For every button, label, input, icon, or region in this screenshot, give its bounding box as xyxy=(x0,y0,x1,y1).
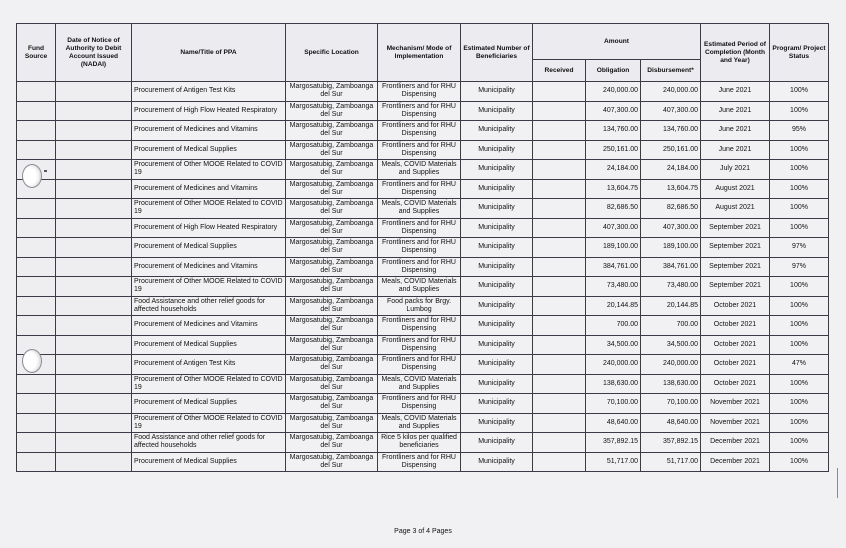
cell-location: Margosatubig, Zamboanga del Sur xyxy=(286,199,378,219)
cell-mechanism: Frontliners and for RHU Dispensing xyxy=(378,335,461,355)
cell-mechanism: Meals, COVID Materials and Supplies xyxy=(378,374,461,394)
cell-nadai xyxy=(56,199,132,219)
header-status: Program/ Project Status xyxy=(770,24,829,82)
cell-beneficiaries: Municipality xyxy=(461,335,533,355)
cell-period: October 2021 xyxy=(701,335,770,355)
cell-nadai xyxy=(56,355,132,375)
cell-obligation: 34,500.00 xyxy=(586,335,641,355)
cell-fund-source xyxy=(17,121,56,141)
cell-obligation: 51,717.00 xyxy=(586,452,641,472)
table-row xyxy=(17,433,829,453)
margin-mark xyxy=(44,170,47,172)
cell-ppa: Procurement of Antigen Test Kits xyxy=(132,355,286,375)
cell-fund-source xyxy=(17,82,56,102)
table-row xyxy=(17,355,829,375)
cell-fund-source xyxy=(17,374,56,394)
cell-ppa: Food Assistance and other relief goods for affected households xyxy=(132,433,286,453)
cell-fund-source xyxy=(17,316,56,336)
cell-location: Margosatubig, Zamboanga del Sur xyxy=(286,335,378,355)
table-body xyxy=(17,82,829,472)
cell-fund-source xyxy=(17,413,56,433)
cell-beneficiaries: Municipality xyxy=(461,82,533,102)
cell-period: December 2021 xyxy=(701,433,770,453)
cell-received xyxy=(533,160,586,180)
cell-received xyxy=(533,374,586,394)
page-footer xyxy=(0,528,846,535)
cell-status: 97% xyxy=(770,238,829,258)
cell-location: Margosatubig, Zamboanga del Sur xyxy=(286,452,378,472)
cell-mechanism: Food packs for Brgy. Lumbog xyxy=(378,296,461,316)
cell-ppa: Procurement of Medical Supplies xyxy=(132,238,286,258)
cell-period: August 2021 xyxy=(701,179,770,199)
header-period: Estimated Period of Completion (Month and Year) xyxy=(701,24,770,82)
cell-ppa: Procurement of Other MOOE Related to COVID 19 xyxy=(132,160,286,180)
cell-obligation: 700.00 xyxy=(586,316,641,336)
cell-received xyxy=(533,296,586,316)
cell-beneficiaries: Municipality xyxy=(461,296,533,316)
cell-period: October 2021 xyxy=(701,355,770,375)
cell-nadai xyxy=(56,218,132,238)
cell-received xyxy=(533,179,586,199)
cell-mechanism: Frontliners and for RHU Dispensing xyxy=(378,238,461,258)
cell-beneficiaries: Municipality xyxy=(461,277,533,297)
cell-ppa: Procurement of Antigen Test Kits xyxy=(132,82,286,102)
cell-ppa: Procurement of Other MOOE Related to COVID 19 xyxy=(132,374,286,394)
cell-fund-source xyxy=(17,140,56,160)
cell-status: 100% xyxy=(770,335,829,355)
cell-disbursement: 134,760.00 xyxy=(641,121,701,141)
cell-period: June 2021 xyxy=(701,82,770,102)
table-row xyxy=(17,296,829,316)
cell-status: 95% xyxy=(770,121,829,141)
cell-location: Margosatubig, Zamboanga del Sur xyxy=(286,296,378,316)
cell-location: Margosatubig, Zamboanga del Sur xyxy=(286,179,378,199)
cell-period: June 2021 xyxy=(701,121,770,141)
cell-status: 100% xyxy=(770,218,829,238)
cell-status: 100% xyxy=(770,179,829,199)
cell-fund-source xyxy=(17,433,56,453)
cell-period: October 2021 xyxy=(701,316,770,336)
header-nadai: Date of Notice of Authority to Debit Account Issued (NADAI) xyxy=(56,24,132,82)
cell-mechanism: Frontliners and for RHU Dispensing xyxy=(378,121,461,141)
ppa-table xyxy=(16,23,829,472)
table-row xyxy=(17,121,829,141)
cell-nadai xyxy=(56,433,132,453)
cell-mechanism: Frontliners and for RHU Dispensing xyxy=(378,452,461,472)
cell-obligation: 250,161.00 xyxy=(586,140,641,160)
cell-beneficiaries: Municipality xyxy=(461,179,533,199)
cell-period: October 2021 xyxy=(701,296,770,316)
cell-received xyxy=(533,140,586,160)
cell-beneficiaries: Municipality xyxy=(461,160,533,180)
cell-ppa: Procurement of Medicines and Vitamins xyxy=(132,257,286,277)
cell-fund-source xyxy=(17,277,56,297)
cell-received xyxy=(533,121,586,141)
cell-obligation: 384,761.00 xyxy=(586,257,641,277)
cell-beneficiaries: Municipality xyxy=(461,121,533,141)
cell-disbursement: 48,640.00 xyxy=(641,413,701,433)
cell-beneficiaries: Municipality xyxy=(461,452,533,472)
cell-obligation: 73,480.00 xyxy=(586,277,641,297)
cell-period: October 2021 xyxy=(701,374,770,394)
cell-received xyxy=(533,257,586,277)
cell-ppa: Procurement of Medicines and Vitamins xyxy=(132,121,286,141)
cell-obligation: 407,300.00 xyxy=(586,218,641,238)
cell-beneficiaries: Municipality xyxy=(461,394,533,414)
cell-obligation: 240,000.00 xyxy=(586,355,641,375)
cell-obligation: 48,640.00 xyxy=(586,413,641,433)
cell-fund-source xyxy=(17,101,56,121)
cell-ppa: Procurement of Medical Supplies xyxy=(132,140,286,160)
cell-ppa: Procurement of Medical Supplies xyxy=(132,394,286,414)
header-location: Specific Location xyxy=(286,24,378,82)
cell-location: Margosatubig, Zamboanga del Sur xyxy=(286,101,378,121)
page-current: 3 xyxy=(412,528,417,535)
table-row xyxy=(17,316,829,336)
cell-status: 100% xyxy=(770,374,829,394)
punch-hole-top xyxy=(22,164,42,188)
cell-period: June 2021 xyxy=(701,140,770,160)
cell-ppa: Procurement of High Flow Heated Respiratory xyxy=(132,218,286,238)
cell-status: 47% xyxy=(770,355,829,375)
cell-received xyxy=(533,82,586,102)
cell-obligation: 189,100.00 xyxy=(586,238,641,258)
cell-period: November 2021 xyxy=(701,394,770,414)
cell-nadai xyxy=(56,179,132,199)
header-received: Received xyxy=(533,60,586,82)
cell-status: 100% xyxy=(770,160,829,180)
cell-location: Margosatubig, Zamboanga del Sur xyxy=(286,433,378,453)
cell-received xyxy=(533,335,586,355)
table-row xyxy=(17,82,829,102)
header-disbursement: Disbursement* xyxy=(641,60,701,82)
cell-ppa: Procurement of High Flow Heated Respiratory xyxy=(132,101,286,121)
cell-fund-source xyxy=(17,238,56,258)
cell-location: Margosatubig, Zamboanga del Sur xyxy=(286,218,378,238)
cell-location: Margosatubig, Zamboanga del Sur xyxy=(286,140,378,160)
cell-received xyxy=(533,316,586,336)
cell-beneficiaries: Municipality xyxy=(461,374,533,394)
cell-nadai xyxy=(56,257,132,277)
table-row xyxy=(17,179,829,199)
cell-mechanism: Frontliners and for RHU Dispensing xyxy=(378,179,461,199)
table-row xyxy=(17,238,829,258)
cell-nadai xyxy=(56,452,132,472)
cell-location: Margosatubig, Zamboanga del Sur xyxy=(286,82,378,102)
header-amount: Amount xyxy=(533,24,701,60)
cell-status: 100% xyxy=(770,413,829,433)
cell-obligation: 20,144.85 xyxy=(586,296,641,316)
cell-disbursement: 357,892.15 xyxy=(641,433,701,453)
cell-fund-source xyxy=(17,296,56,316)
cell-mechanism: Frontliners and for RHU Dispensing xyxy=(378,257,461,277)
cell-location: Margosatubig, Zamboanga del Sur xyxy=(286,413,378,433)
cell-nadai xyxy=(56,374,132,394)
cell-beneficiaries: Municipality xyxy=(461,238,533,258)
cell-mechanism: Meals, COVID Materials and Supplies xyxy=(378,160,461,180)
cell-mechanism: Meals, COVID Materials and Supplies xyxy=(378,277,461,297)
cell-disbursement: 240,000.00 xyxy=(641,82,701,102)
cell-disbursement: 138,630.00 xyxy=(641,374,701,394)
cell-beneficiaries: Municipality xyxy=(461,140,533,160)
cell-beneficiaries: Municipality xyxy=(461,257,533,277)
header-fund-source: Fund Source xyxy=(17,24,56,82)
page-of: of xyxy=(418,528,425,535)
cell-beneficiaries: Municipality xyxy=(461,101,533,121)
page-label: Page xyxy=(394,528,411,535)
cell-nadai xyxy=(56,335,132,355)
cell-fund-source xyxy=(17,199,56,219)
table-row xyxy=(17,394,829,414)
header-obligation: Obligation xyxy=(586,60,641,82)
cell-ppa: Food Assistance and other relief goods for affected households xyxy=(132,296,286,316)
cell-received xyxy=(533,199,586,219)
cell-mechanism: Rice 5 kilos per qualified beneficiaries xyxy=(378,433,461,453)
cell-beneficiaries: Municipality xyxy=(461,433,533,453)
cell-nadai xyxy=(56,413,132,433)
cell-period: November 2021 xyxy=(701,413,770,433)
cell-beneficiaries: Municipality xyxy=(461,199,533,219)
cell-received xyxy=(533,413,586,433)
cell-status: 100% xyxy=(770,101,829,121)
cell-mechanism: Meals, COVID Materials and Supplies xyxy=(378,199,461,219)
cell-status: 100% xyxy=(770,394,829,414)
cell-disbursement: 240,000.00 xyxy=(641,355,701,375)
cell-disbursement: 189,100.00 xyxy=(641,238,701,258)
cell-received xyxy=(533,101,586,121)
cell-status: 100% xyxy=(770,82,829,102)
cell-period: September 2021 xyxy=(701,257,770,277)
table-row xyxy=(17,140,829,160)
cell-disbursement: 20,144.85 xyxy=(641,296,701,316)
cell-period: August 2021 xyxy=(701,199,770,219)
header-ppa: Name/Title of PPA xyxy=(132,24,286,82)
cell-obligation: 138,630.00 xyxy=(586,374,641,394)
cell-disbursement: 407,300.00 xyxy=(641,101,701,121)
cell-beneficiaries: Municipality xyxy=(461,218,533,238)
cell-mechanism: Frontliners and for RHU Dispensing xyxy=(378,82,461,102)
cell-location: Margosatubig, Zamboanga del Sur xyxy=(286,316,378,336)
cell-disbursement: 34,500.00 xyxy=(641,335,701,355)
cell-status: 100% xyxy=(770,277,829,297)
cell-ppa: Procurement of Other MOOE Related to COVID 19 xyxy=(132,199,286,219)
cell-location: Margosatubig, Zamboanga del Sur xyxy=(286,394,378,414)
cell-mechanism: Frontliners and for RHU Dispensing xyxy=(378,316,461,336)
cell-period: July 2021 xyxy=(701,160,770,180)
cell-received xyxy=(533,433,586,453)
cell-disbursement: 250,161.00 xyxy=(641,140,701,160)
cell-fund-source xyxy=(17,452,56,472)
cell-disbursement: 24,184.00 xyxy=(641,160,701,180)
cell-period: September 2021 xyxy=(701,218,770,238)
cell-location: Margosatubig, Zamboanga del Sur xyxy=(286,238,378,258)
cell-nadai xyxy=(56,82,132,102)
cell-nadai xyxy=(56,140,132,160)
cell-mechanism: Frontliners and for RHU Dispensing xyxy=(378,355,461,375)
cell-period: June 2021 xyxy=(701,101,770,121)
cell-status: 100% xyxy=(770,140,829,160)
table-row xyxy=(17,160,829,180)
header-mechanism: Mechanism/ Mode of Implementation xyxy=(378,24,461,82)
cell-ppa: Procurement of Medical Supplies xyxy=(132,335,286,355)
page-edge-mark xyxy=(837,468,838,498)
cell-ppa: Procurement of Medicines and Vitamins xyxy=(132,179,286,199)
cell-obligation: 70,100.00 xyxy=(586,394,641,414)
page-total: 4 Pages xyxy=(426,528,452,535)
cell-disbursement: 51,717.00 xyxy=(641,452,701,472)
cell-mechanism: Frontliners and for RHU Dispensing xyxy=(378,218,461,238)
table-row xyxy=(17,277,829,297)
cell-nadai xyxy=(56,316,132,336)
table-row xyxy=(17,101,829,121)
table-row xyxy=(17,257,829,277)
cell-location: Margosatubig, Zamboanga del Sur xyxy=(286,257,378,277)
cell-received xyxy=(533,218,586,238)
cell-location: Margosatubig, Zamboanga del Sur xyxy=(286,374,378,394)
table-row xyxy=(17,218,829,238)
cell-ppa: Procurement of Medical Supplies xyxy=(132,452,286,472)
cell-ppa: Procurement of Other MOOE Related to COVID 19 xyxy=(132,413,286,433)
cell-received xyxy=(533,238,586,258)
cell-disbursement: 700.00 xyxy=(641,316,701,336)
cell-period: December 2021 xyxy=(701,452,770,472)
cell-obligation: 134,760.00 xyxy=(586,121,641,141)
cell-ppa: Procurement of Other MOOE Related to COVID 19 xyxy=(132,277,286,297)
cell-beneficiaries: Municipality xyxy=(461,413,533,433)
cell-mechanism: Meals, COVID Materials and Supplies xyxy=(378,413,461,433)
cell-received xyxy=(533,355,586,375)
cell-status: 100% xyxy=(770,199,829,219)
cell-disbursement: 407,300.00 xyxy=(641,218,701,238)
cell-received xyxy=(533,277,586,297)
cell-nadai xyxy=(56,238,132,258)
cell-fund-source xyxy=(17,218,56,238)
cell-location: Margosatubig, Zamboanga del Sur xyxy=(286,277,378,297)
cell-ppa: Procurement of Medicines and Vitamins xyxy=(132,316,286,336)
cell-obligation: 82,686.50 xyxy=(586,199,641,219)
cell-disbursement: 13,604.75 xyxy=(641,179,701,199)
cell-period: September 2021 xyxy=(701,277,770,297)
cell-status: 100% xyxy=(770,452,829,472)
cell-nadai xyxy=(56,296,132,316)
cell-disbursement: 82,686.50 xyxy=(641,199,701,219)
cell-beneficiaries: Municipality xyxy=(461,355,533,375)
cell-status: 97% xyxy=(770,257,829,277)
cell-location: Margosatubig, Zamboanga del Sur xyxy=(286,355,378,375)
punch-hole-bottom xyxy=(22,349,42,373)
cell-status: 100% xyxy=(770,433,829,453)
cell-status: 100% xyxy=(770,316,829,336)
table-row xyxy=(17,199,829,219)
cell-obligation: 24,184.00 xyxy=(586,160,641,180)
cell-mechanism: Frontliners and for RHU Dispensing xyxy=(378,101,461,121)
cell-nadai xyxy=(56,101,132,121)
cell-fund-source xyxy=(17,257,56,277)
cell-disbursement: 384,761.00 xyxy=(641,257,701,277)
cell-nadai xyxy=(56,394,132,414)
cell-beneficiaries: Municipality xyxy=(461,316,533,336)
cell-location: Margosatubig, Zamboanga del Sur xyxy=(286,160,378,180)
cell-period: September 2021 xyxy=(701,238,770,258)
cell-obligation: 357,892.15 xyxy=(586,433,641,453)
table-row xyxy=(17,374,829,394)
cell-mechanism: Frontliners and for RHU Dispensing xyxy=(378,394,461,414)
cell-obligation: 240,000.00 xyxy=(586,82,641,102)
cell-disbursement: 73,480.00 xyxy=(641,277,701,297)
cell-mechanism: Frontliners and for RHU Dispensing xyxy=(378,140,461,160)
table-row xyxy=(17,452,829,472)
cell-disbursement: 70,100.00 xyxy=(641,394,701,414)
cell-received xyxy=(533,452,586,472)
cell-location: Margosatubig, Zamboanga del Sur xyxy=(286,121,378,141)
table-row xyxy=(17,335,829,355)
cell-fund-source xyxy=(17,394,56,414)
cell-obligation: 13,604.75 xyxy=(586,179,641,199)
header-beneficiaries: Estimated Number of Beneficiaries xyxy=(461,24,533,82)
cell-nadai xyxy=(56,277,132,297)
table-row xyxy=(17,413,829,433)
cell-received xyxy=(533,394,586,414)
cell-status: 100% xyxy=(770,296,829,316)
cell-nadai xyxy=(56,121,132,141)
cell-nadai xyxy=(56,160,132,180)
cell-obligation: 407,300.00 xyxy=(586,101,641,121)
